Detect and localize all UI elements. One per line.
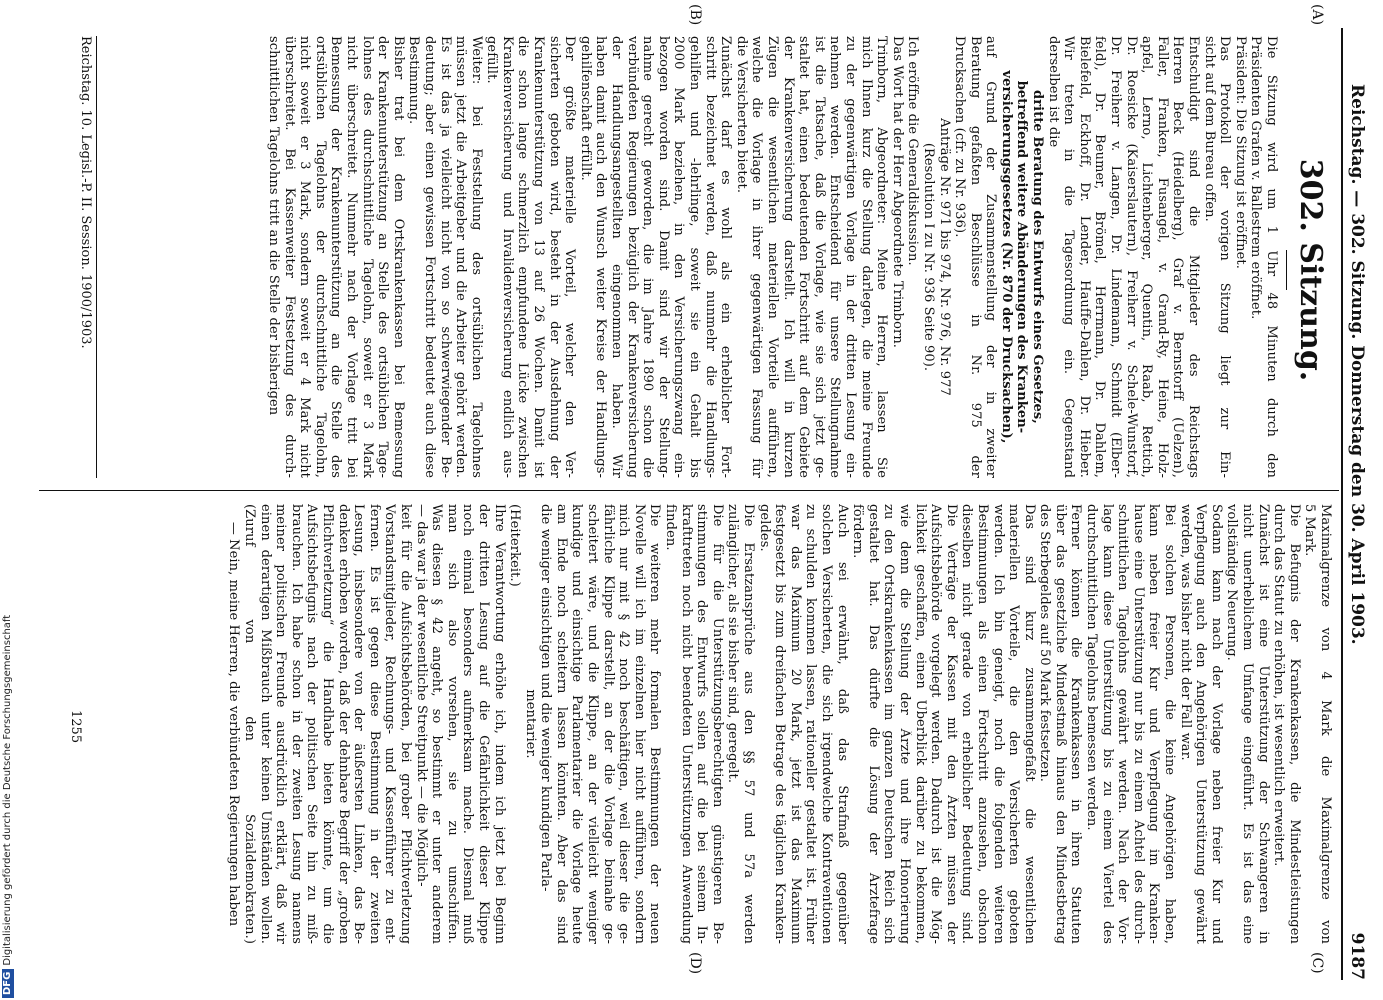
text-line: Was diesen § 42 angeht, so bestimmt er unter anderem (429, 504, 445, 944)
text-line: schnittlichen Tagelohns gewährt werden. Nach der Vor- (1115, 504, 1131, 944)
page-number: 9187 (1347, 932, 1367, 980)
text-line: dritte Beratung des Entwurfs eines Gesetzes, (1030, 90, 1046, 424)
text-line: Krankenunterstützung von 13 auf 26 Wochen. Damit ist (531, 36, 547, 478)
text-line: geldes. (756, 504, 772, 552)
margin-mark-d: (D) (687, 952, 703, 975)
text-line: Bielefeld, Eckhoff, Dr. Lender, Hauffe-Dahlen, Dr. Hieber. (1076, 36, 1092, 478)
right-column (226, 504, 1333, 944)
text-line: Pflichtverletzung“ die Handhabe bieten könnte, um die (320, 504, 335, 944)
text-line: lichkeit geschaffen, einen Überblick darüber zu bekommen, (912, 504, 928, 944)
text-line: einen derartigen Mißbrauch unter keinen Umständen wollen. (257, 504, 273, 944)
text-line: werden, was bisher nicht der Fall war. (1177, 504, 1193, 761)
text-line: (Zuruf von den Sozialdemokraten.) (242, 504, 258, 944)
text-line: vollständige Neuerung. (1224, 504, 1240, 661)
text-line: Wir treten in die Tagesordnung ein. Gegenstand (1061, 36, 1077, 478)
text-line: Beratung gefaßten Beschlüsse in Nr. 975 der (967, 36, 983, 478)
text-line: Es ist das ja vielleicht nicht von so schwerwiegender Be- (437, 36, 453, 478)
text-line: feld), Dr. Beumer, Brömel, Herrmann, Dr. Dahlem, (1092, 36, 1108, 478)
text-line: des Sterbegeldes auf 50 Mark festsetzen. (1037, 504, 1053, 782)
text-line: nehmen werden. Entscheidend für unsere Stellungnahme (827, 36, 843, 478)
text-line: Die weiteren mehr formalen Bestimmungen der neuen (647, 504, 663, 944)
title-underline (1286, 250, 1287, 290)
text-line: (Resolution I zu Nr. 936 Seite 90). (920, 142, 936, 372)
text-line: nahme gerecht geworden, die im Jahre 1890 schon die (640, 36, 656, 478)
text-line: meiner politischen Freunde ausdrücklich erklärt, daß wir (273, 504, 289, 944)
text-line: Ferner können die Krankenkassen in ihren Statuten (1068, 504, 1084, 944)
text-line: 5 Mark. (1302, 504, 1318, 557)
header-text: Reichstag. — 302. Sitzung. Donnerstag den 30. April 1903. (1347, 84, 1367, 645)
text-line: der Krankenversicherung darstellt. Ich will in kurzen (780, 36, 796, 478)
text-line: Das sind kurz zusammengefaßt die wesentlichen (1021, 504, 1037, 944)
left-column-footer: Reichstag. 10. Legisl.-P. II. Session. 1900/1903. (78, 36, 93, 349)
digitization-text: Digitalisierung gefördert durch die Deutsche Forschungsgemeinschaft (2, 614, 13, 966)
text-line: Die Ersatzansprüche aus den §§ 57 und 57a werden (741, 504, 757, 944)
text-line: Aufsichtsbefugnis nach der politischen Seite hin zu miß- (304, 504, 320, 944)
text-line: zulänglicher, als sie bisher sind, geregelt. (725, 504, 741, 784)
left-column (265, 36, 1279, 478)
text-line: welche die Vorlage in ihrer gegenwärtigen Fassung für (749, 36, 765, 478)
column-divider (39, 490, 1339, 491)
digitization-note (2, 615, 14, 998)
text-line: Ich eröffne die Generaldiskussion. (905, 36, 921, 266)
text-line: Bestimmungen als einen Fortschritt anzusehen, obschon (974, 504, 990, 944)
text-line: durch das Statut zu erhöhen, ist wesentlich erweitert. (1271, 504, 1287, 867)
text-line: der Krankenunterstützung an Stelle des ortsüblichen Tage- (375, 36, 391, 478)
text-line: ist die Tatsache, daß die Vorlage, wie sie sich jetzt ge- (811, 36, 827, 478)
text-line: Zunächst darf es wohl als ein erheblicher Fort- (718, 36, 734, 478)
text-line: Bestimmung. (406, 36, 422, 125)
text-line: Vorstandsmitglieder, Rechnungs- und Kassenführer zu ent- (382, 504, 398, 944)
text-line: Trimborn, Abgeordneter: Meine Herren, lassen Sie (874, 36, 890, 478)
text-line: müssen jetzt die Arbeitgeber und die Arbeiter gehört werden. (453, 36, 469, 478)
text-line: Die Verträge der Kassen mit den Ärzten müssen der (943, 504, 959, 944)
text-line: Verpflegung auch den Angehörigen Unterstützung gewährt (1193, 504, 1209, 944)
text-line: auf Grund der Zusammenstellung der in zweiter (983, 36, 999, 478)
text-line: mich Ihnen kurz die Stellung darlegen, die meine Freunde (858, 36, 874, 478)
text-line: krafttreten noch nicht beendeten Unterstützungen Anwendung (678, 504, 694, 944)
text-line: hause eine Unterstützung nur bis zu einem Achtel des durch- (1130, 504, 1146, 944)
text-line: gehilfenschaft erfüllt. (577, 36, 593, 181)
text-line: Bei solchen Personen, die keine Angehörigen haben, (1162, 504, 1178, 944)
text-line: stimmungen des Entwurfs sollen auf die bei seinem In- (694, 504, 710, 944)
text-line: Aufsichtsbehörde vorgelegt werden. Dadurch ist die Mög- (928, 504, 944, 944)
text-line: Herren Beck (Heidelberg), Graf v. Bernstorff (Uelzen), (1170, 36, 1186, 478)
text-line: materiellen Vorteile, die den Versicherten geboten (1006, 504, 1022, 944)
text-line: noch einmal besonders aufmerksam mache. Diesmal muß (460, 504, 476, 944)
text-line: (Heiterkeit.) (507, 504, 523, 587)
text-line: wie denn die Stellung der Ärzte und ihre Honorierung (896, 504, 912, 944)
right-column-page-footer: 1255 (68, 710, 83, 744)
text-line: Die Sitzung wird um 1 Uhr 48 Minuten durch den (1264, 36, 1279, 478)
text-line: Die für die Unterstützungsberechtigten günstigeren Be- (709, 504, 725, 944)
text-line: sicherten geboten wird, besteht in der Ausdehnung der (546, 36, 562, 478)
text-line: die weniger einsichtigen und die weniger kundigen Parla- (538, 504, 554, 892)
text-line: Faller, Franken, Fusangel, v. Grand-Ry, Heine, Holz- (1154, 36, 1170, 478)
text-line: finden. (663, 504, 679, 551)
text-line: bezogen worden sind. Damit sind wir der Stellung- (655, 36, 671, 478)
text-line: durchschnittlichen Tagelohns bemessen werden. (1084, 504, 1100, 831)
text-line: Entschuldigt sind die Mitglieder des Reichstags (1186, 36, 1202, 478)
text-line: zu der gegenwärtigen Vorlage in der dritten Lesung ein- (842, 36, 858, 478)
text-line: der dritten Lesung auf die Gefährlichkeit dieser Klippe (475, 504, 491, 944)
section-title: 302. Sitzung. (1293, 158, 1328, 382)
text-line: werden. Ich bin geneigt, noch die folgenden weiteren (990, 504, 1006, 944)
text-line: versicherungsgesetzes (Nr. 870 der Drucksachen), (998, 70, 1014, 444)
dfg-logo-icon: DFG (2, 969, 14, 998)
text-line: Maximalgrenze von 4 Mark die Maximalgrenze von (1318, 504, 1333, 944)
text-line: nicht überschreitet. Nunmehr nach der Vorlage tritt bei (343, 36, 359, 478)
text-line: mich nur mit § 42 noch beschäftigen, weil dieser die ge- (616, 504, 632, 944)
text-line: mentarier. (522, 689, 538, 759)
text-line: denken erhoben worden, daß der dehnbare Begriff der „groben (335, 504, 351, 944)
text-line: Ihre Verantwortung erhöhe ich, indem ich jetzt bei Beginn (491, 504, 507, 944)
text-line: lohnes des durchschnittliche Tagelohn, soweit er 3 Mark (359, 36, 375, 478)
text-line: schnittlichen Tagelohns tritt an die Stelle der bisherigen (266, 36, 281, 416)
text-line: Präsidenten Grafen v. Ballestrem eröffnet. (1248, 36, 1264, 320)
text-line: 2000 Mark beziehen, in den Versicherungszwang ein- (671, 36, 687, 478)
text-line: man sich also vorsehen, sie zu umschiffen. (444, 504, 460, 944)
text-line: die Versicherten bietet. (733, 36, 749, 194)
text-line: festgesetzt bis zum dreifachen Betrage des täglichen Kranken- (772, 504, 788, 944)
running-header (1347, 84, 1367, 864)
text-line: staltet hat, einen bedeutenden Fortschritt auf dem Gebiete (796, 36, 812, 478)
text-line: Bisher trat bei dem Ortskrankenkassen bei Bemessung (390, 36, 406, 478)
left-footer-rule (96, 36, 97, 478)
text-line: dieselben nicht gerade von erheblicher Bedeutung sind. (959, 504, 975, 944)
text-line: Auch sei erwähnt, daß das Strafmaß gegenüber (834, 504, 850, 944)
text-line: zu den Ortskrankenkassen im ganzen Deutschen Reich sich (881, 504, 897, 944)
text-line: am Ende noch scheitern lassen könnten. Aber das sind (553, 504, 569, 944)
text-line: Drucksachen (cfr. zu Nr. 936). (952, 36, 968, 238)
text-line: fährliche Klippe darstellt, an der die Vorlage beinahe ge- (600, 504, 616, 944)
text-line: überschreitet. Bei Kassenweiter Festsetzung des durch- (281, 36, 297, 478)
text-line: fördern. (850, 504, 866, 559)
text-line: die schon lange schmerzlich empfundene Lücke zwischen (515, 36, 531, 478)
header-rule (1341, 28, 1343, 980)
text-line: kundige und einsichtige Parlamentarier die Vorlage heute (569, 504, 585, 944)
text-line: Zügen die wesentlichen materiellen Vorteile aufführen, (765, 36, 780, 478)
text-line: deutung; aber einen gewissen Fortschritt bedeutet auch diese (421, 36, 437, 478)
text-line: nicht soweit er 3 Mark, sondern soweit er 4 Mark nicht (297, 36, 313, 478)
text-line: Zunächst ist eine Unterstützung der Schwangeren in (1255, 504, 1271, 944)
text-line: apfel, Lerno, Lichtenberger, Quentin, Raab, Rettich, (1139, 36, 1155, 478)
text-line: Anträge Nr. 971 bis 974, Nr. 976, Nr. 977 (936, 118, 952, 396)
text-line: derselben ist die (1045, 36, 1061, 148)
text-line: sicht auf dem Bureau offen. (1201, 36, 1217, 222)
text-line: zu schulden kommen lassen, rationeller gestaltet ist. Früher (803, 504, 819, 944)
text-line: fernen. Es ist gegen diese Bestimmung in der zweiten (366, 504, 382, 944)
text-line: schritt bezeichnet werden, daß nunmehr die Handlungs- (702, 36, 718, 478)
text-line: scheitert wäre, und die Klippe, an der vielleicht weniger (585, 504, 601, 944)
text-line: Das Wort hat der Herr Abgeordnete Trimborn. (889, 36, 905, 349)
text-line: Lesung, insbesondere von der äußersten Linken, das Be- (351, 504, 367, 944)
text-line: Novelle will ich im einzelnen hier nicht aufführen, sondern (631, 504, 647, 944)
text-line: Dr. Roesicke (Kaiserslautern), Freiherr v. Schele-Wunstorf, (1123, 36, 1139, 478)
margin-mark-b: (B) (687, 4, 703, 26)
text-line: gefüllt. (484, 36, 500, 84)
text-line: gestaltet hat. Das dürfte die Lösung der Ärztefrage (865, 504, 881, 944)
text-line: Weiter: bei Feststellung des ortsüblichen Tagelohnes (468, 36, 484, 478)
text-line: betreffend weitere Abänderungen des Kranken- (1014, 80, 1030, 434)
text-line: ortsüblichen Tagelohns der durchschnittliche Tagelohn, (312, 36, 328, 478)
text-line: — das war ja der wesentliche Streitpunkt — die Möglich- (413, 504, 429, 887)
text-line: kann neben freier Kur und Verpflegung im Kranken- (1146, 504, 1162, 944)
text-line: Präsident: Die Sitzung ist eröffnet. (1232, 36, 1248, 269)
text-line: gehilfen und -lehrlinge, soweit sie ein Gehalt bis (687, 36, 703, 478)
text-line: haben damit auch den Wunsch weiter Kreise der Handlungs- (593, 36, 609, 478)
text-line: brauchen. Ich habe schon in der zweiten Lesung namens (288, 504, 304, 944)
margin-mark-c: (C) (1309, 952, 1325, 974)
text-line: über das gesetzliche Mindestmaß hinaus den Mindestbetrag (1052, 504, 1068, 944)
text-line: war das Maximum 20 Mark, jetzt ist das Maximum (787, 504, 803, 944)
text-line: keit für die Aufsichtsbehörden, bei grober Pflichtverletzung (397, 504, 413, 944)
text-line: — Nein, meine Herren, die verbündeten Regierungen haben (226, 521, 242, 927)
text-line: Krankenversicherung und Invalidenversicherung endlich aus- (499, 36, 515, 478)
text-line: Der größte materielle Vorteil, welcher den Ver- (562, 36, 578, 478)
text-line: solchen Versicherten, die sich irgendwelche Kontraventionen (819, 504, 834, 944)
text-line: lage kann diese Unterstützung bis zu einem Viertel des (1099, 504, 1115, 944)
text-line: Die Befugnis der Krankenkassen, die Mindestleistungen (1286, 504, 1302, 944)
text-line: nicht unerheblichem Umfange eingeführt. Es ist das eine (1240, 504, 1256, 944)
margin-mark-a: (A) (1309, 4, 1325, 26)
text-line: Bemessung der Krankenunterstützung an die Stelle des (328, 36, 344, 478)
text-line: verbündeten Regierungen bezüglich der Krankenversicherung (624, 36, 640, 478)
text-line: der Handlungsangestellten eingenommen haben. Wir (609, 36, 625, 478)
text-line: Das Protokoll der vorigen Sitzung liegt zur Ein- (1217, 36, 1233, 478)
text-line: Sodann kann nach der Vorlage neben freier Kur und (1208, 504, 1224, 944)
text-line: Dr. Freiherr v. Langen, Dr. Lindemann, Schmidt (Elber- (1108, 36, 1124, 478)
